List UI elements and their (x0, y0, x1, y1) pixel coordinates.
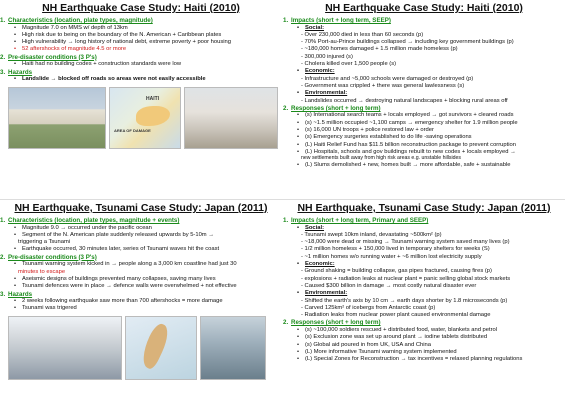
japan-map (125, 316, 197, 380)
japan-tsunami-photo (8, 316, 122, 380)
haiti-social-5: - Cholera killed over 1,500 people (s) (301, 61, 397, 68)
haiti-building-codes: • Haiti had no building codes + construction standards were low (0, 61, 282, 68)
haiti-predisaster-heading: 2. Pre-disaster conditions (3 P's) (0, 53, 97, 61)
japan-social-4: - ~1 million homes w/o running water + ~6 million lost electricity supply (301, 253, 482, 260)
haiti-economic-2: - Government was crippled + there was general lawlessness (s) (301, 82, 465, 89)
haiti-environmental-1: - Landslides occurred → destroying natural landscapes + blocking rural areas off (301, 97, 508, 104)
haiti-responses-heading: 2. Responses (short + long term) (283, 104, 381, 112)
japan-tsunami-timing: • Earthquake occurred, 30 minutes later, series of Tsunami waves hit the coast (0, 246, 282, 253)
japan-impacts-heading: 1. Impacts (short + long term, Primary and SEEP) (283, 217, 429, 224)
map-label-damage: AREA OF DAMAGE (114, 127, 151, 133)
haiti-images (0, 87, 282, 149)
map-label-haiti: HAITI (146, 95, 160, 102)
japan-defences: • Tsunami defences were in place → defence walls were overwhelmed + not effective (0, 283, 282, 290)
haiti-magnitude: • Magnitude 7.0 on MMS w/ depth of 13km (0, 25, 282, 32)
haiti-response-1: • (s) International search teams + locals employed → got survivors + cleared roads (283, 112, 565, 119)
japan-hazards-heading: 3. Hazards (0, 290, 33, 298)
haiti-plate-risk: • High risk due to being on the boundary of the N. American + Caribbean plates (0, 32, 282, 39)
japan-economic-3: - Caused $300 billion in damage → most costly natural disaster ever (301, 282, 477, 289)
japan-response-2: • (s) Exclusion zone was set up around plant → iodine tablets distributed (283, 334, 565, 341)
japan-impacts-section (283, 200, 565, 400)
japan-characteristics-section (0, 200, 282, 400)
japan-economic-1: - Ground shaking = building collapse, gas pipes fractured, causing fires (p) (301, 268, 492, 275)
japan-aftershocks: • 2 weeks following earthquake saw more than 700 aftershocks = more damage (0, 298, 282, 305)
haiti-response-5: • (L) Haiti Relief Fund has $11.5 billion reconstruction package to prevent corruption (283, 142, 565, 149)
japan-characteristics-heading: 1. Characteristics (location, plate types, magnitude + events) (0, 217, 180, 224)
japan-environmental-label: • Environmental: (283, 290, 565, 297)
haiti-economic-label: • Economic: (283, 68, 565, 75)
japan-response-3: • (s) Global aid poured in from UK, USA and China (283, 342, 565, 349)
haiti-characteristics-section (0, 0, 282, 200)
haiti-social-label: • Social: (283, 25, 565, 32)
haiti-damage-map (109, 87, 181, 149)
haiti-response-6: • (L) Hospitals, schools and gov buildings rebuilt to new codes + locals employed → (283, 149, 565, 156)
haiti-social-1: - Over 230,000 died in less than 60 seconds (p) (301, 31, 424, 38)
japan-environmental-3: - Radiation leaks from nuclear power plant caused environmental damage (301, 312, 491, 319)
haiti-environmental-label: • Environmental: (283, 90, 565, 97)
haiti-response-4: • (s) Emergency surgeries established to do life -saving operations (283, 134, 565, 141)
haiti-social-4: - 300,000 injured (s) (301, 53, 353, 60)
haiti-response-6-cont: new settlements built away from high risk areas e.g. unstable hillsides (301, 155, 462, 162)
haiti-vulnerability: • High vulnerability → long history of national debt, extreme poverty + poor housing (0, 39, 282, 46)
haiti-response-2: • (s) ~1.5 million occupied ~1,100 camps → emergency shelter for 1.9 million people (283, 120, 565, 127)
japan-social-3: - 1/2 million homeless + 150,000 lived in temporary shelters for weeks (S) (301, 246, 490, 253)
japan-responses-heading: 2. Responses (short + long term) (283, 319, 381, 327)
haiti-social-2: - 70% Port-au-Prince buildings collapsed → including key government buildings (p) (301, 39, 514, 46)
japan-warning-system-cont: minutes to escape (18, 268, 66, 275)
japan-title-right: NH Earthquake, Tsunami Case Study: Japan (2011) (297, 202, 551, 214)
japan-environmental-2: - Carved 125km² of icebergs from Antarctic coast (p) (301, 304, 436, 311)
japan-economic-2: - explosions + radiation leaks at nuclear plant = panic selling global stock markets (301, 275, 511, 282)
haiti-characteristics-heading: 1. Characteristics (location, plate types, magnitude) (0, 17, 153, 24)
japan-environmental-1: - Shifted the earth's axis by 10 cm → earth days shorter by 1.8 microseconds (p) (301, 297, 508, 304)
haiti-landslide: • Landslide → blocked off roads so areas were not easily accessible (0, 76, 282, 83)
japan-plate-release-cont: triggering a Tsunami (18, 239, 71, 246)
japan-flood-photo (200, 316, 266, 380)
haiti-response-7: • (L) Slums demolished + new, homes built → more affordable, safe + sustainable (283, 162, 565, 169)
haiti-response-3: • (s) 16,000 UN troops + police restored law + order (283, 127, 565, 134)
japan-title-left: NH Earthquake, Tsunami Case Study: Japan (2011) (14, 202, 268, 214)
japan-images (0, 316, 282, 380)
haiti-title-left: NH Earthquake Case Study: Haiti (2010) (42, 2, 240, 14)
haiti-palace-photo (8, 87, 106, 149)
haiti-social-3: - ~180,000 homes damaged + 1.5 million made homeless (p) (301, 46, 458, 53)
haiti-title-right: NH Earthquake Case Study: Haiti (2010) (325, 2, 523, 14)
japan-tsunami-triggered: • Tsunami was trigered (0, 305, 282, 312)
haiti-impacts-heading: 1. Impacts (short + long term, SEEP) (283, 17, 391, 24)
japan-magnitude: • Magnitude 9.0 → occurred under the pacific ocean (0, 225, 282, 232)
japan-response-1: • (s) ~100,000 soldiers rescued + distributed food, water, blankets and petrol (283, 327, 565, 334)
haiti-aftershocks: • 52 aftershocks of magnitude 4.5 or more (0, 46, 282, 53)
japan-warning-system: • Tsunami warning system kicked in → people along a 3,000 km coastline had just 30 (0, 261, 282, 268)
japan-social-1: - Tsunami swept 10km inland, devastating ~500km² (p) (301, 231, 442, 238)
haiti-economic-1: - Infrastructure and ~5,000 schools were damaged or destroyed (p) (301, 75, 474, 82)
japan-response-4: • (L) More informative Tsunami warning system implemented (283, 349, 565, 356)
japan-predisaster-heading: 2. Pre-disaster conditions (3 P's) (0, 253, 97, 261)
japan-plate-release: • Segment of the N. American plate suddenly released upwards by 5-10m → (0, 232, 282, 239)
haiti-landmass (136, 106, 170, 126)
japan-response-5: • (L) Special Zones for Reconstruction → tax incentives = relaxed planning regulations (283, 356, 565, 363)
haiti-collapsed-palace-photo (184, 87, 278, 149)
japan-landmass (137, 321, 173, 370)
haiti-impacts-section (283, 0, 565, 200)
japan-economic-label: • Economic: (283, 261, 565, 268)
japan-social-2: - ~18,000 were dead or missing → Tsunami warning system saved many lives (p) (301, 239, 510, 246)
japan-aseismic: • Aseismic designs of buildings prevented many collapses, saving many lives (0, 276, 282, 283)
japan-social-label: • Social: (283, 225, 565, 232)
haiti-hazards-heading: 3. Hazards (0, 68, 33, 76)
